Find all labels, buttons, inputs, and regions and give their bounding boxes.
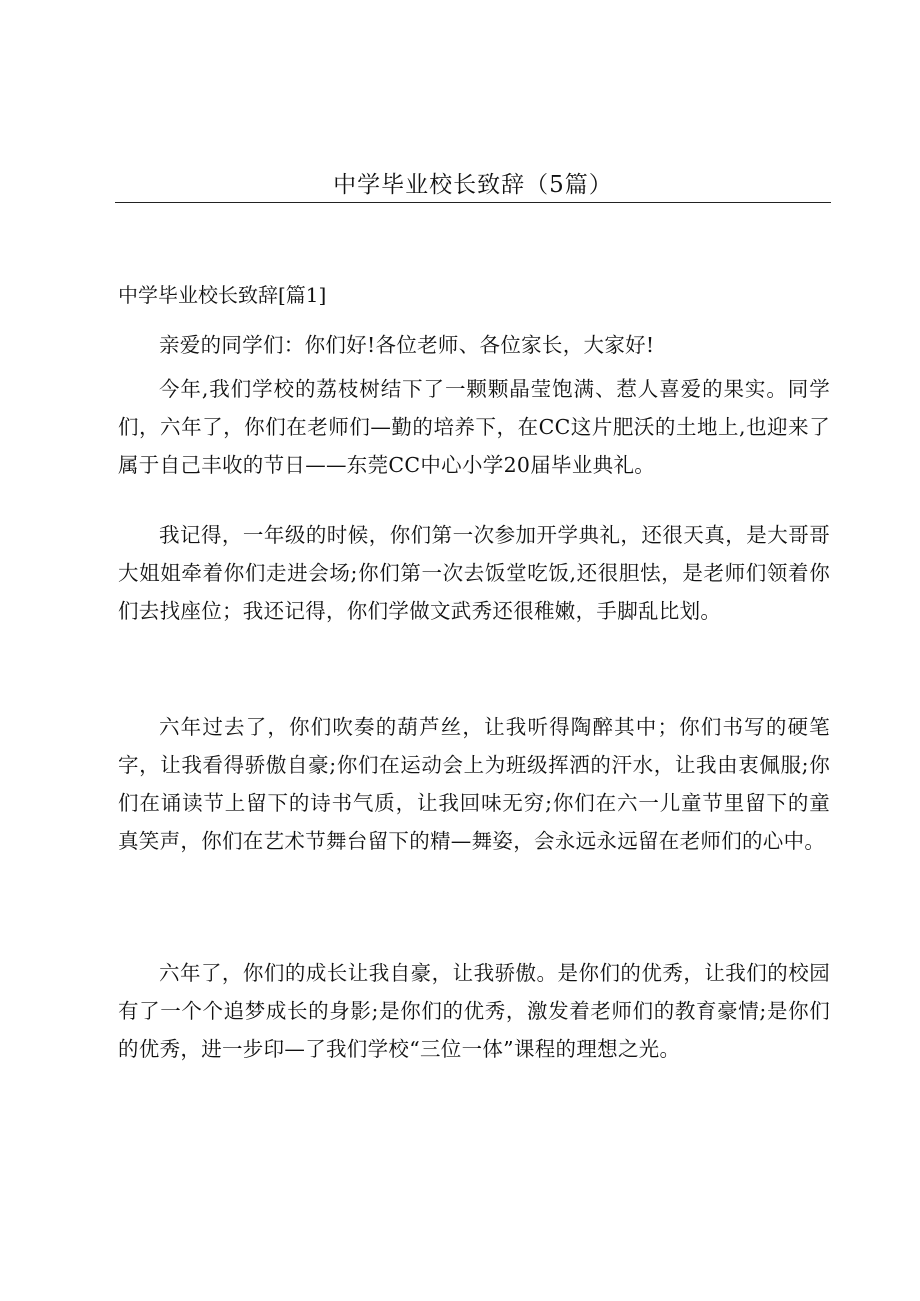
paragraph-4: 六年过去了，你们吹奏的葫芦丝，让我听得陶醉其中；你们书写的硬笔字，让我看得骄傲自豪;你们在运动会上为班级挥洒的汗水，让我由衷佩服;你们在诵读节上留下的诗书气质，让我回味无穷;你们在六一儿童节里留下的童真笑声，你们在艺术节舞台留下的精—舞姿，会永远永远留在老师们的心中。 bbox=[118, 715, 830, 853]
paragraph-greeting: 亲爱的同学们：你们好!各位老师、各位家长，大家好! bbox=[159, 333, 655, 357]
paragraph-2: 今年,我们学校的荔枝树结下了一颗颗晶莹饱满、惹人喜爱的果实。同学们，六年了，你们在老师们—勤的培养下，在CC这片肥沃的土地上,也迎来了属于自己丰收的节日——东莞CC中心小学20届毕业典礼。 bbox=[118, 377, 830, 477]
paragraph-5: 六年了，你们的成长让我自豪，让我骄傲。是你们的优秀，让我们的校园有了一个个追梦成长的身影;是你们的优秀，激发着老师们的教育豪情;是你们的优秀，进一步印—了我们学校“三位一体”课程的理想之光。 bbox=[118, 961, 830, 1061]
title-underline bbox=[115, 202, 831, 203]
document-title: 中学毕业校长致辞（5篇） bbox=[333, 172, 613, 198]
paragraph-3: 我记得，一年级的时候，你们第一次参加开学典礼，还很天真，是大哥哥大姐姐牵着你们走进会场;你们第一次去饭堂吃饭,还很胆怯，是老师们领着你们去找座位；我还记得，你们学做文武秀还很稚嫩，手脚乱比划。 bbox=[118, 523, 830, 623]
section-heading: 中学毕业校长致辞[篇1] bbox=[118, 283, 327, 307]
